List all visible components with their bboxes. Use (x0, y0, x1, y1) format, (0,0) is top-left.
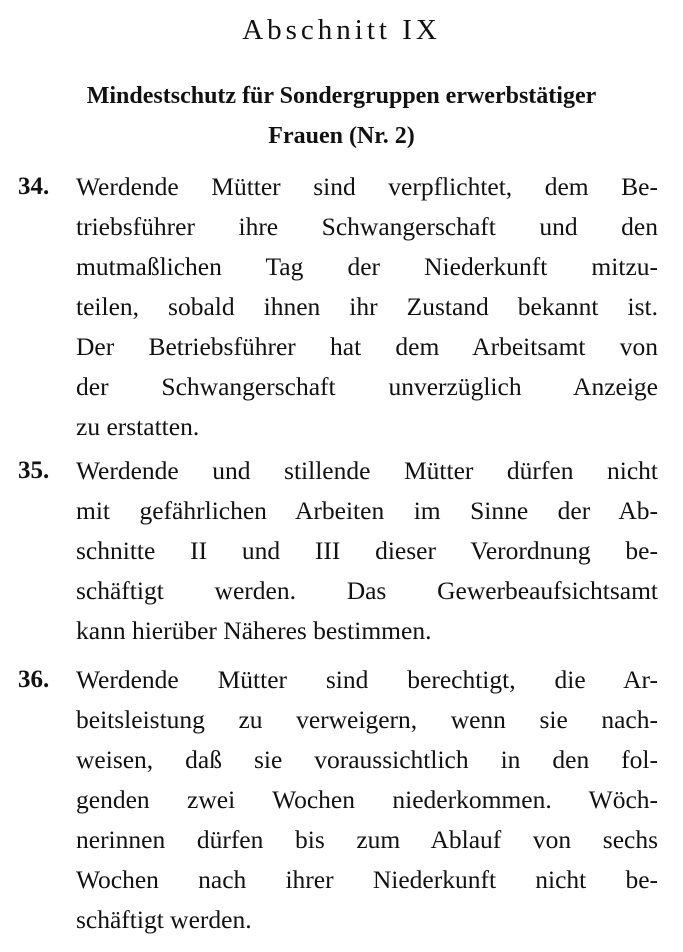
paragraph-line: schäftigt werden. (76, 905, 252, 934)
paragraph-line: beitsleistung zu verweigern, wenn sie nach- (76, 705, 658, 734)
paragraph-line: schnitte II und III dieser Verordnung be- (76, 536, 658, 565)
paragraph-number: 34. (18, 173, 50, 200)
subtitle-line: Mindestschutz für Sondergruppen erwerbstätiger (86, 83, 597, 109)
paragraph-line: schäftigt werden. Das Gewerbeaufsichtsamt (76, 576, 658, 605)
paragraph-line: teilen, sobald ihnen ihr Zustand bekannt ist. (76, 292, 658, 321)
paragraph-line: Werdende Mütter sind verpflichtet, dem Be- (76, 172, 658, 201)
section-title: Abschnitt IX (242, 14, 441, 46)
paragraph-line: mit gefährlichen Arbeiten im Sinne der Ab- (76, 496, 658, 525)
paragraph-line: zu erstatten. (76, 412, 200, 441)
paragraph-line: Werdende und stillende Mütter dürfen nicht (76, 456, 658, 485)
paragraph-line: Der Betriebsführer hat dem Arbeitsamt von (76, 332, 658, 361)
section-subtitle (10, 76, 673, 156)
paragraph-line: mutmaßlichen Tag der Niederkunft mitzu- (76, 252, 658, 281)
paragraph-line: triebsführer ihre Schwangerschaft und den (76, 212, 658, 241)
paragraph-line: nerinnen dürfen bis zum Ablauf von sechs (76, 825, 658, 854)
paragraph-line: kann hierüber Näheres bestimmen. (76, 616, 432, 645)
paragraph-number: 36. (18, 666, 50, 693)
paragraph-line: der Schwangerschaft unverzüglich Anzeige (76, 372, 658, 401)
paragraph-line: genden zwei Wochen niederkommen. Wöch- (76, 785, 658, 814)
subtitle-line: Frauen (Nr. 2) (268, 123, 415, 149)
paragraph-line: Wochen nach ihrer Niederkunft nicht be- (76, 865, 658, 894)
paragraph-number: 35. (18, 457, 50, 484)
paragraph-line: weisen, daß sie voraussichtlich in den fol- (76, 745, 658, 774)
paragraph-line: Werdende Mütter sind berechtigt, die Ar- (76, 665, 658, 694)
